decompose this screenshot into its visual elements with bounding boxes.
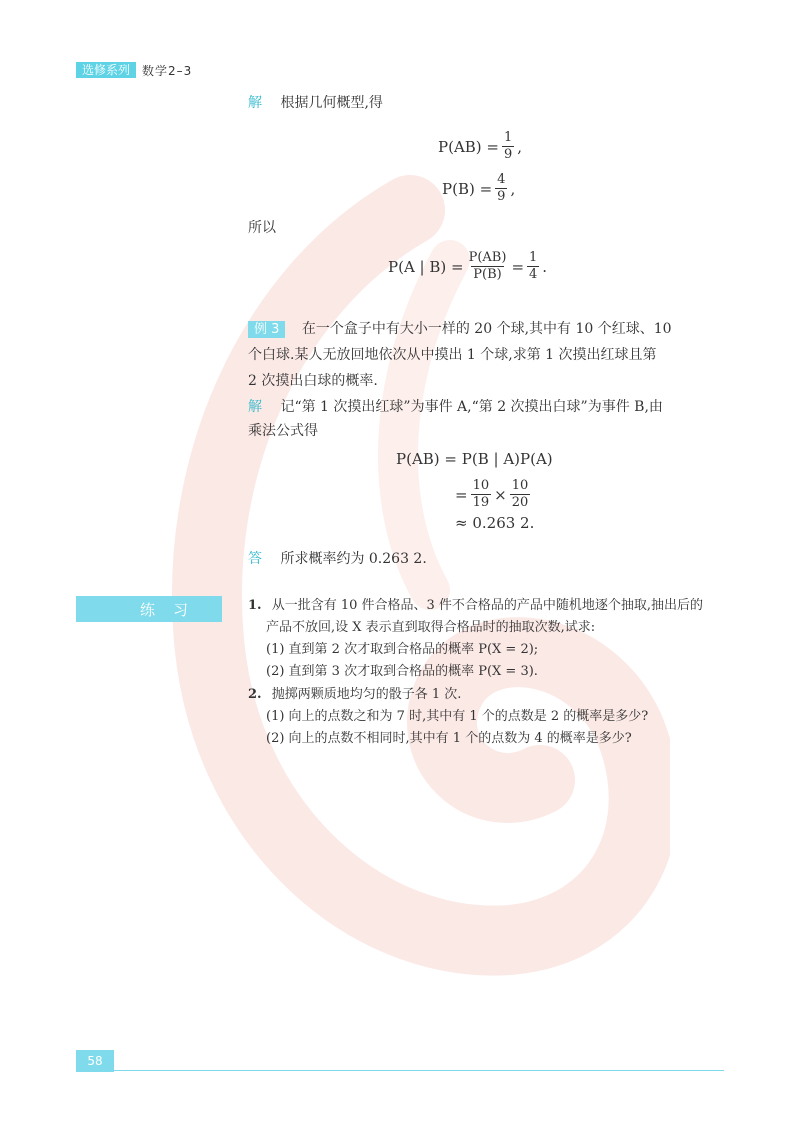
page-number: 58 <box>76 1050 114 1072</box>
fraction: $\frac{1}{9}$ <box>504 130 513 162</box>
example-line-3: 2 次摸出白球的概率. <box>248 373 378 389</box>
equation-conditional: P(A | B) = $\frac{P(AB)}{P(B)}$ = $\frac{1}{4}$ . <box>388 250 548 282</box>
exercise-1-line-2: 产品不放回,设 X 表示直到取得合格品时的抽取次数,试求: <box>266 620 596 635</box>
solution-label: 解 <box>248 95 262 111</box>
solution-intro-line <box>248 92 383 114</box>
equation-multiplication: P(AB) = P(B | A)P(A) <box>396 450 553 468</box>
exercise-1-sub-1: (1) 直到第 2 次才取到合格品的概率 P(X = 2); <box>266 642 539 657</box>
book-title: 数学2–3 <box>142 63 193 78</box>
equation-approx: ≈ 0.263 2. <box>455 514 535 532</box>
solution-intro: 根据几何概型,得 <box>280 95 383 111</box>
example-tag: 例 3 <box>248 321 285 338</box>
exercises-title: 练习 <box>76 596 222 622</box>
equation-product: = $\frac{10}{19}$ × $\frac{10}{20}$ <box>455 478 529 510</box>
exercise-1-line-1: 1. 从一批含有 10 件合格品、3 件不合格品的产品中随机地逐个抽取,抽出后的 <box>248 598 704 613</box>
exercise-2-line-1: 2. 抛掷两颗质地均匀的骰子各 1 次. <box>248 687 462 702</box>
fraction: $\frac{P(AB)}{P(B)}$ <box>468 250 507 282</box>
equation-p-b: P(B) = $\frac{4}{9}$ , <box>442 172 516 204</box>
footer-rule <box>114 1070 724 1071</box>
solution2-line-2: 乘法公式得 <box>248 423 318 439</box>
example-line-1: 例 3 在一个盒子中有大小一样的 20 个球,其中有 10 个红球、10 <box>248 318 672 341</box>
series-tag: 选修系列 <box>76 62 136 78</box>
exercise-2-sub-2: (2) 向上的点数不相同时,其中有 1 个的点数为 4 的概率是多少? <box>266 731 632 746</box>
equation-p-ab: P(AB) = $\frac{1}{9}$ , <box>438 130 523 162</box>
answer-label: 答 <box>248 551 262 567</box>
fraction: $\frac{10}{20}$ <box>511 478 529 510</box>
watermark-swirl-icon <box>150 170 670 990</box>
running-header <box>76 62 192 78</box>
exercise-1-sub-2: (2) 直到第 3 次才取到合格品的概率 P(X = 3). <box>266 664 538 679</box>
fraction: $\frac{1}{4}$ <box>529 250 538 282</box>
answer-text: 所求概率约为 0.263 2. <box>280 551 427 567</box>
example-line-2: 个白球.某人无放回地依次从中摸出 1 个球,求第 1 次摸出红球且第 <box>248 347 657 363</box>
answer-line <box>248 548 427 570</box>
so-text: 所以 <box>248 220 276 236</box>
fraction: $\frac{4}{9}$ <box>497 172 506 204</box>
solution2-line-1: 解 记“第 1 次摸出红球”为事件 A,“第 2 次摸出白球”为事件 B,由 <box>248 399 663 415</box>
solution-label: 解 <box>248 399 262 415</box>
fraction: $\frac{10}{19}$ <box>472 478 490 510</box>
exercise-2-sub-1: (1) 向上的点数之和为 7 时,其中有 1 个的点数是 2 的概率是多少? <box>266 709 649 724</box>
